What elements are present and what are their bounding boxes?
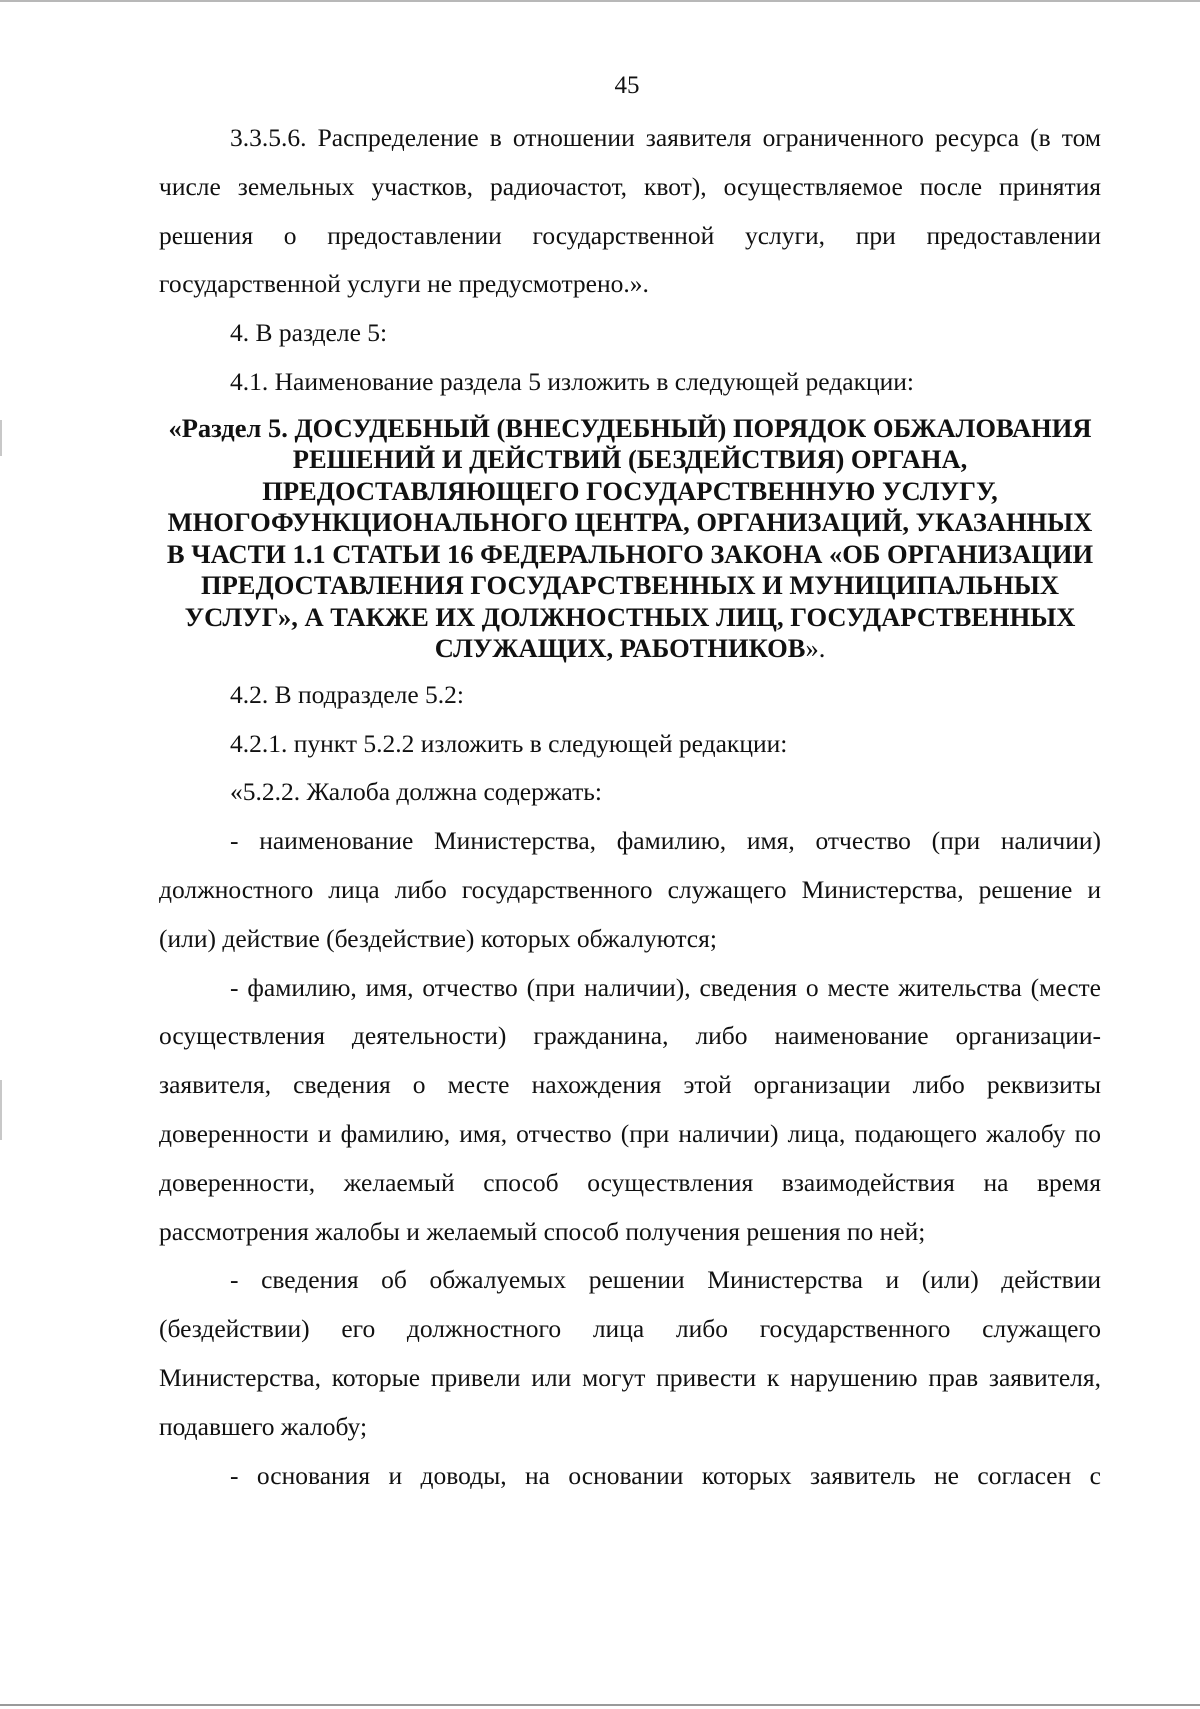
page-number: 45 xyxy=(614,72,640,99)
paragraph-3-3-5-6: 3.3.5.6. Распределение в отношении заявителя ограниченного ресурса (в том числе земельных участков, радиочастот, квот), осуществляемое после принятия решения о предоставлении государственной услуги, при предоставлении государственной услуги не предусмотрено.». xyxy=(159,123,1101,299)
scan-bottom-edge xyxy=(0,1704,1200,1706)
list-item-applicant-details: - фамилию, имя, отчество (при наличии), сведения о месте жительства (месте осуществления деятельности) гражданина, либо наименование организации-заявителя, сведения о месте нахождения этой организации либо реквизиты доверенности и фамилию, имя, отчество (при наличии) лица, подающего жалобу по доверенности, желаемый способ осуществления взаимодействия на время рассмотрения жалобы и желаемый способ получения решения по ней; xyxy=(159,972,1101,1246)
document-body xyxy=(159,114,1101,1500)
scan-top-edge xyxy=(0,0,1200,2)
list-item-ministry-name: - наименование Министерства, фамилию, имя, отчество (при наличии) должностного лица либо государственного служащего Министерства, решение и (или) действие (бездействие) которых обжалуются; xyxy=(159,826,1101,953)
section-5-heading xyxy=(159,413,1101,665)
scan-left-edge-mark xyxy=(0,420,2,456)
scan-left-edge-mark xyxy=(0,1080,2,1140)
paragraph-4-1: 4.1. Наименование раздела 5 изложить в следующей редакции: xyxy=(230,366,914,396)
paragraph-5-2-2: «5.2.2. Жалоба должна содержать: xyxy=(230,777,602,807)
list-item-appealed-decisions: - сведения об обжалуемых решении Министерства и (или) действии (бездействии) его должностного лица либо государственного служащего Министерства, которые привели или могут привести к нарушению прав заявителя, подавшего жалобу; xyxy=(159,1265,1101,1441)
paragraph-4-2-1: 4.2.1. пункт 5.2.2 изложить в следующей редакции: xyxy=(230,728,788,758)
paragraph-4-2: 4.2. В подразделе 5.2: xyxy=(230,679,464,709)
section-5-heading-tail: ». xyxy=(805,633,826,664)
section-5-heading-text: «Раздел 5. ДОСУДЕБНЫЙ (ВНЕСУДЕБНЫЙ) ПОРЯДОК ОБЖАЛОВАНИЯ РЕШЕНИЙ И ДЕЙСТВИЙ (БЕЗДЕЙСТВИЯ) ОРГАНА, ПРЕДОСТАВЛЯЮЩЕГО ГОСУДАРСТВЕННУЮ УСЛУГУ, МНОГОФУНКЦИОНАЛЬНОГО ЦЕНТРА, ОРГАНИЗАЦИЙ, УКАЗАННЫХ В ЧАСТИ 1.1 СТАТЬИ 16 ФЕДЕРАЛЬНОГО ЗАКОНА «ОБ ОРГАНИЗАЦИИ ПРЕДОСТАВЛЕНИЯ ГОСУДАРСТВЕННЫХ И МУНИЦИПАЛЬНЫХ УСЛУГ», А ТАКЖЕ ИХ ДОЛЖНОСТНЫХ ЛИЦ, ГОСУДАРСТВЕННЫХ СЛУЖАЩИХ, РАБОТНИКОВ xyxy=(166,412,1094,664)
paragraph-section-4: 4. В разделе 5: xyxy=(230,318,388,348)
list-item-grounds: - основания и доводы, на основании которых заявитель не согласен с xyxy=(230,1460,1101,1490)
